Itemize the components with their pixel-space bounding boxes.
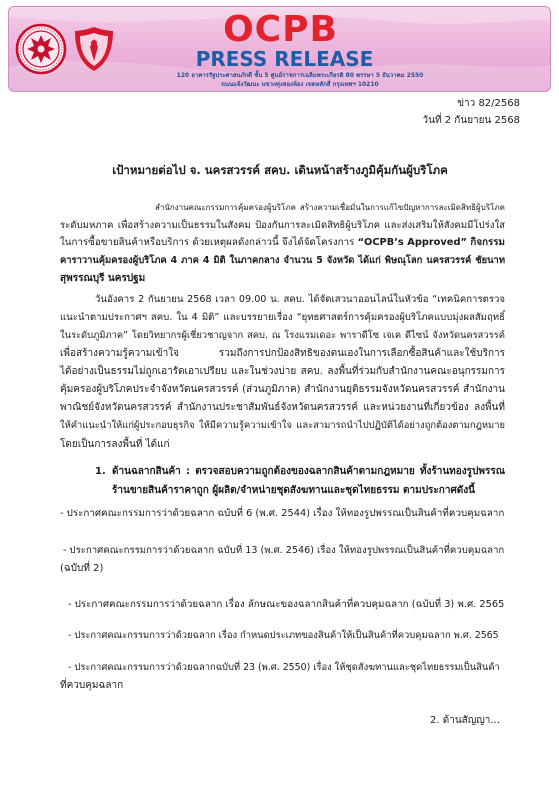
address-line: ถนนแจ้งวัฒนะ แขวงทุ่งสองห้อง เขตหลักสี่ กรุงเทพฯ 10210: [221, 81, 379, 88]
project-name: “OCPB’s Approved” กิจกรรม: [357, 237, 505, 248]
activity-line: พาณิชย์จังหวัดนครสวรรค์ สำนักงานประชาสัมพันธ์จังหวัดนครสวรรค์ และหน่วยงานที่เกี่ยวข้อง ลงพื้นที่: [60, 402, 505, 413]
activity-line: คุ้มครองผู้บริโภคประจำจังหวัดนครสวรรค์ (ส่วนภูมิภาค) สำนักงานยุติธรรมจังหวัดนครสวรรค์ สำนักงาน: [60, 384, 505, 395]
activity-line: ในระดับภูมิภาค” โดยวิทยากรผู้เชี่ยวชาญจาก สคบ. ณ โรงแรมเดอะ พาราดีโซ เจเค ดีไซน์ จังหวัดนครสวรรค์: [60, 330, 505, 341]
address-line: 120 อาคารรัฐประศาสนภักดี ชั้น 5 ศูนย์ราชการเฉลิมพระเกียรติ 80 พรรษา 5 ธันวาคม 2550: [176, 72, 424, 79]
activity-line: เพื่อสร้างความรู้ความเข้าใจ รวมถึงการปกป้องสิทธิของตนเองในการเลือกซื้อสินค้าและใช้บริการ: [60, 348, 505, 359]
continuation-marker: 2. ด้านสัญญา...: [430, 715, 500, 726]
regulation-item-continued: (ฉบับที่ 2): [60, 563, 104, 574]
brand-title: OCPB: [223, 9, 338, 50]
regulation-item: - ประกาศคณะกรรมการว่าด้วยฉลาก ฉบับที่ 13 (พ.ศ. 2546) เรื่อง ให้ทองรูปพรรณเป็นสินค้าที่ควบคุมฉลาก: [63, 545, 505, 556]
regulation-item: - ประกาศคณะกรรมการว่าด้วยฉลาก ฉบับที่ 6 (พ.ศ. 2544) เรื่อง ให้ทองรูปพรรณเป็นสินค้าที่ควบคุมฉลาก: [60, 508, 505, 519]
section-heading-line: ด้านฉลากสินค้า : ตรวจสอบความถูกต้องของฉลากสินค้าตามกฎหมาย ทั้งร้านทองรูปพรรณ: [112, 466, 505, 477]
activity-line: แนะนำตามประกาศฯ สคบ. ใน 4 มิติ” และบรรยายเรื่อง “ยุทธศาสตร์การคุ้มครองผู้บริโภคแบบมุ่งผลสัมฤทธิ์: [60, 312, 505, 323]
section-heading-line: ร้านขายสินค้าราคาถูก ผู้ผลิต/จำหน่ายชุดสังฆทานและชุดไทยธรรม ตามประกาศดังนี้: [112, 485, 476, 496]
regulation-item: - ประกาศคณะกรรมการว่าด้วยฉลากฉบับที่ 23 (พ.ศ. 2550) เรื่อง ให้ชุดสังฆทานและชุดไทยธรรมเป็นสินค้า: [68, 662, 500, 673]
regulation-item-continued: ที่ควบคุมฉลาก: [60, 680, 124, 691]
activity-line: ได้อย่างเป็นธรรมไม่ถูกเอารัดเอาเปรียบ และในช่วงบ่าย สคบ. ลงพื้นที่ร่วมกับสำนักงานคณะอนุกรรมการ: [60, 366, 505, 377]
regulation-item: - ประกาศคณะกรรมการว่าด้วยฉลาก เรื่อง ลักษณะของฉลากสินค้าที่ควบคุมฉลาก (ฉบับที่ 3) พ.ศ. 2565: [68, 599, 505, 610]
headline: เป้าหมายต่อไป จ. นครสวรรค์ สคบ. เดินหน้าสร้างภูมิคุ้มกันผู้บริโภค: [112, 163, 448, 177]
intro-line: [60, 235, 505, 251]
activity-line: ให้คำแนะนำให้แก่ผู้ประกอบธุรกิจ ให้มีความรู้ความเข้าใจ และสามารถนำไปปฏิบัติได้อย่างถูกต้องตามกฎหมาย: [60, 420, 505, 431]
section-number: 1.: [95, 466, 106, 477]
activity-line: โดยเป็นการลงพื้นที่ ได้แก่: [60, 439, 170, 450]
intro-text: ในการซื้อขายสินค้าหรือบริการ ด้วยเหตุผลดังกล่าวนี้ จึงได้จัดโครงการ: [60, 237, 355, 248]
press-release-label: PRESS RELEASE: [195, 47, 374, 71]
intro-line: ระดับมหภาค เพื่อสร้างความเป็นธรรมในสังคม ป้องกันการละเมิดสิทธิผู้บริโภค และส่งเสริมให้สังคมมีโปร่งใส: [60, 220, 505, 231]
activity-line: วันอังคาร 2 กันยายน 2568 เวลา 09.00 น. สคบ. ได้จัดเสวนาออนไลน์ในหัวข้อ “เทคนิคการตรวจ: [95, 294, 505, 305]
intro-line: สุพรรณบุรี นครปฐม: [60, 273, 146, 284]
news-number: ข่าว 82/2568: [457, 98, 520, 109]
intro-line: คาราวานคุ้มครองผู้บริโภค 4 ภาค 4 มิติ ในภาคกลาง จำนวน 5 จังหวัด ได้แก่ พิษณุโลก นครสวรรค์ ชัยนาท: [60, 255, 505, 266]
release-date: วันที่ 2 กันยายน 2568: [422, 115, 520, 126]
intro-line: สำนักงานคณะกรรมการคุ้มครองผู้บริโภค สร้างความเชื่อมั่นในการแก้ไขปัญหาการละเมิดสิทธิผู้บริโภค: [155, 203, 505, 212]
regulation-item: - ประกาศคณะกรรมการว่าด้วยฉลาก เรื่อง กำหนดประเภทของสินค้าให้เป็นสินค้าที่ควบคุมฉลาก พ.ศ. 2565: [68, 630, 499, 641]
